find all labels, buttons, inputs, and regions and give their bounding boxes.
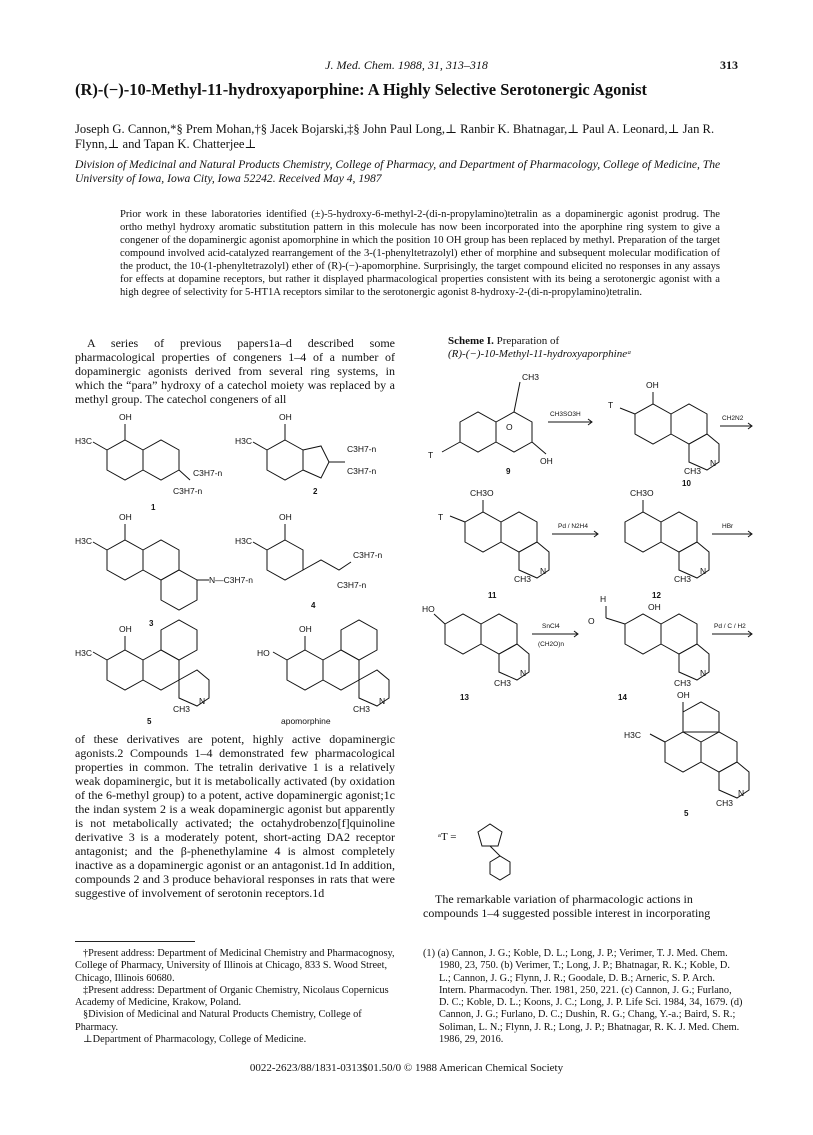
struct1-aromatic-ring [107,440,143,480]
compound9-ring [460,412,496,452]
article-title: (R)-(−)-10-Methyl-11-hydroxyaporphine: A Highly Selective Serotonergic Agonist [75,80,648,99]
c14-o-label: O [588,616,595,626]
c13-ch3-label: CH3 [494,678,512,688]
right-paragraph: The remarkable variation of pharmacologic actions in compounds 1–4 suggested possible interest in incorporating [423,892,711,920]
c5-n-label: N [738,788,745,798]
compound10-number: 10 [682,479,691,488]
c12-ch3o-label: CH3O [630,488,654,498]
footnote-4: ⊥Department of Pharmacology, College of Medicine. [83,1034,307,1046]
struct1-number: 1 [151,503,156,512]
struct5-oh-label: OH [119,624,132,634]
copyright-line: 0022-2623/88/1831-0313$01.50/0 © 1988 American Chemical Society [249,1062,564,1074]
c10-n-label: N [710,458,717,468]
apomorphine-ho-label: HO [257,648,270,658]
struct5-h3c-label: H3C [75,648,93,658]
compound13-ring [445,614,481,654]
scheme-footnote-t: ᵃT = [438,831,457,843]
struct2-aromatic-ring [267,440,303,480]
body-text: of these derivatives are potent, highly active dopaminergic agonists.2 Compounds 1–4 demonstrated few pharmacological properties in common. The tetralin derivative 1 is a relatively weak dopaminergic, but it is metabolically activated (by oxidation of the 6-methyl group) to a potent, active dopaminergic agonist;1c the indan system 2 is a weak dopaminergic agonist but apparently is not metabolically activated; the octahydrobenzo[f]quinoline derivative 3 is a moderately potent, short-acting DA2 receptor antagonist; and the β-phenethylamine 4 is almost completely inactive as a dopaminergic agonist or an antagonist.1d In addition, compounds 2 and 3 produce behavioral responses in rats that were suggestive of involvement of serotonin receptors.1d [75,732,395,900]
struct4-c3h7-label-a: C3H7-n [353,550,383,560]
intro-paragraph [75,336,395,406]
struct4-c3h7-label-b: C3H7-n [337,580,367,590]
c5-oh-label: OH [677,690,690,700]
compound9-number: 9 [506,467,511,476]
compound12-number: 12 [652,591,661,600]
struct4-h3c-label: H3C [235,536,253,546]
struct2-oh-label: OH [279,412,292,422]
reagent-pd-c-h2: Pd / C / H2 [714,623,746,630]
struct2-number: 2 [313,487,318,496]
reagent-sncl4: SnCl4 [542,623,560,630]
compound12-ring [625,512,661,552]
compound11-ring [465,512,501,552]
scheme-caption-line2: (R)-(−)-10-Methyl-11-hydroxyaporphineᵃ [448,348,632,360]
struct1-cyclohexyl-ring [143,440,179,480]
compound10-ring [635,404,671,444]
struct5-n-label: N [199,696,206,706]
struct4-number: 4 [311,601,316,610]
references [423,948,743,1046]
c14-ch3-label: CH3 [674,678,692,688]
apomorphine-ch3-label: CH3 [353,704,371,714]
body-paragraph [75,732,395,900]
scheme-caption [448,335,748,361]
struct1-oh-label: OH [119,412,132,422]
struct3-number: 3 [149,619,154,628]
page-number: 313 [720,58,738,72]
compound5-ring [665,732,701,772]
struct2-c3h7-label-b: C3H7-n [347,466,377,476]
compound5-number: 5 [684,809,689,818]
footnote-1: †Present address: Department of Medicinal Chemistry and Pharmacognosy, College of Pharmacy, University of Illinois at Chicago, 833 S. Wood Street, Chicago, Illinois 60680. [75,948,395,984]
compound14-number: 14 [618,693,627,702]
tetrazole-ring [478,824,502,846]
struct2-c3h7-label-a: C3H7-n [347,444,377,454]
struct4-oh-label: OH [279,512,292,522]
abstract: Prior work in these laboratories identified (±)-5-hydroxy-6-methyl-2-(di-n-propylamino)tetralin as a dopaminergic agonist prodrug. The ortho methyl hydroxy aromatic substitution pattern in this molecule has now been incorporated into the aporphine ring system to give a congener of the dopaminergic agonist apomorphine in which the position 10 OH group has been replaced by methyl. Preparation of the target compound involved acid-catalyzed rearrangement of the 3-(1-phenyltetrazolyl) ether of morphine and subsequent molecular modification of the product, the 10-(1-phenyltetrazolyl) ether of (R)-(−)-apomorphine. Surprisingly, the target compound elicited no responses in any assays for effects at dopamine receptors, but rather it displayed pharmacological properties consistent with its being a serotonergic agonist with a high degree of selectivity for 5-HT1A receptors similar to the serotonergic agonist 8-hydroxy-2-(di-n-propylamino)tetralin. [120,209,720,298]
c12-n-label: N [700,566,707,576]
reagent-ch2n2: CH2N2 [722,415,744,422]
c11-ch3-label: CH3 [514,574,532,584]
apomorphine-oh-label: OH [299,624,312,634]
struct2-cyclopentyl-ring [303,446,329,478]
apomorphine-n-label: N [379,696,386,706]
struct3-aromatic-ring [107,540,143,580]
struct3-h3c-label: H3C [75,536,93,546]
scheme-caption-text: Preparation of [496,335,560,347]
structures-1-to-4-figure [75,408,405,728]
struct5-ring-a [107,650,143,690]
struct5-number: 5 [147,717,152,726]
c9-t-label: T [428,450,434,460]
c14-h-label: H [600,594,607,604]
c14-oh-label: OH [648,602,661,612]
struct1-h3c-label: H3C [75,436,93,446]
scheme-1-figure [420,362,755,892]
reagent-pd-n2h4: Pd / N2H4 [558,523,588,530]
apomorphine-label: apomorphine [281,716,331,726]
c11-n-label: N [540,566,547,576]
c5-ch3-label: CH3 [716,798,734,808]
struct4-aromatic-ring [267,540,303,580]
footnote-3: §Division of Medicinal and Natural Products Chemistry, College of Pharmacy. [75,1009,362,1033]
footnote-2: ‡Present address: Department of Organic Chemistry, Nicolaus Copernicus Academy of Medicine, Krakow, Poland. [75,984,389,1009]
reagent-ch3so3h: CH3SO3H [550,411,581,418]
c10-oh-label: OH [646,380,659,390]
c5-h3c-label: H3C [624,730,642,740]
compound14-ring [625,614,661,654]
c9-ch3-label: CH3 [522,372,540,382]
c13-ho-label: HO [422,604,435,614]
intro-text: A series of previous papers1a–d described some pharmacological properties of congeners 1–4 of a number of dopaminergic agonists derived from several ring systems, in which the “para” hydroxy of a catechol moiety was replaced by a methyl group. The catechol congeners of all [75,336,395,406]
c9-oh-label: OH [540,456,553,466]
phenyl-ring [490,856,510,880]
journal-header: J. Med. Chem. 1988, 31, 313–318 [325,58,488,72]
footnotes [75,948,395,1046]
reagent-hbr: HBr [722,523,734,530]
struct1-c3h7-label-b: C3H7-n [173,486,203,496]
apomorphine-ring-a [287,650,323,690]
reference-1: (1) (a) Cannon, J. G.; Koble, D. L.; Long, J. P.; Verimer, T. J. Med. Chem. 1980, 23, 750. (b) Verimer, T.; Long, J. P.; Bhatnagar, R. K.; Koble, D. L.; Cannon, J. G.; Flynn, J. R.; Goodale, D. B.; Arneric, S. P. Arch. Intern. Pharmacodyn. Ther. 1981, 250, 221. (c) Cannon, J. G.; Furlano, D. C.; Koble, D. L.; Koons, J. C.; Long, J. P. Life Sci. 1984, 34, 1679. (d) Cannon, J. G.; Furlano, D. C.; Dushin, R. G.; Chang, Y.-a.; Baird, S. R.; Soliman, L. N.; Flynn, J. R.; Long, J. P.; Bhatnagar, R. K. J. Med. Chem. 1986, 29, 2016. [423,948,743,1046]
c13-n-label: N [520,668,527,678]
compound13-number: 13 [460,693,469,702]
c11-t-label: T [438,512,444,522]
c10-t-label: T [608,400,614,410]
struct2-h3c-label: H3C [235,436,253,446]
struct1-c3h7-label-a: C3H7-n [193,468,223,478]
c10-ch3-label: CH3 [684,466,702,476]
c9-o-label: O [506,422,513,432]
c12-ch3-label: CH3 [674,574,692,584]
author-list: Joseph G. Cannon,*§ Prem Mohan,†§ Jacek Bojarski,‡§ John Paul Long,⊥ Ranbir K. Bhatnagar,⊥ Paul A. Leonard,⊥ Jan R. Flynn,⊥ and Tapan K. Chatterjee⊥ [75,122,715,151]
struct3-oh-label: OH [119,512,132,522]
affiliation: Division of Medicinal and Natural Products Chemistry, College of Pharmacy, and Department of Pharmacology, College of Medicine, The University of Iowa, Iowa City, Iowa 52242. Received May 4, 1987 [75,158,721,185]
footnote-divider [75,941,195,942]
struct3-n-c3h7-label: N—C3H7-n [209,575,253,585]
scheme-caption-label: Scheme I. [448,335,494,347]
reagent-ch2o-n: (CH2O)n [538,641,565,648]
c11-ch3o-label: CH3O [470,488,494,498]
c14-n-label: N [700,668,707,678]
compound11-number: 11 [488,591,497,600]
struct5-ch3-label: CH3 [173,704,191,714]
